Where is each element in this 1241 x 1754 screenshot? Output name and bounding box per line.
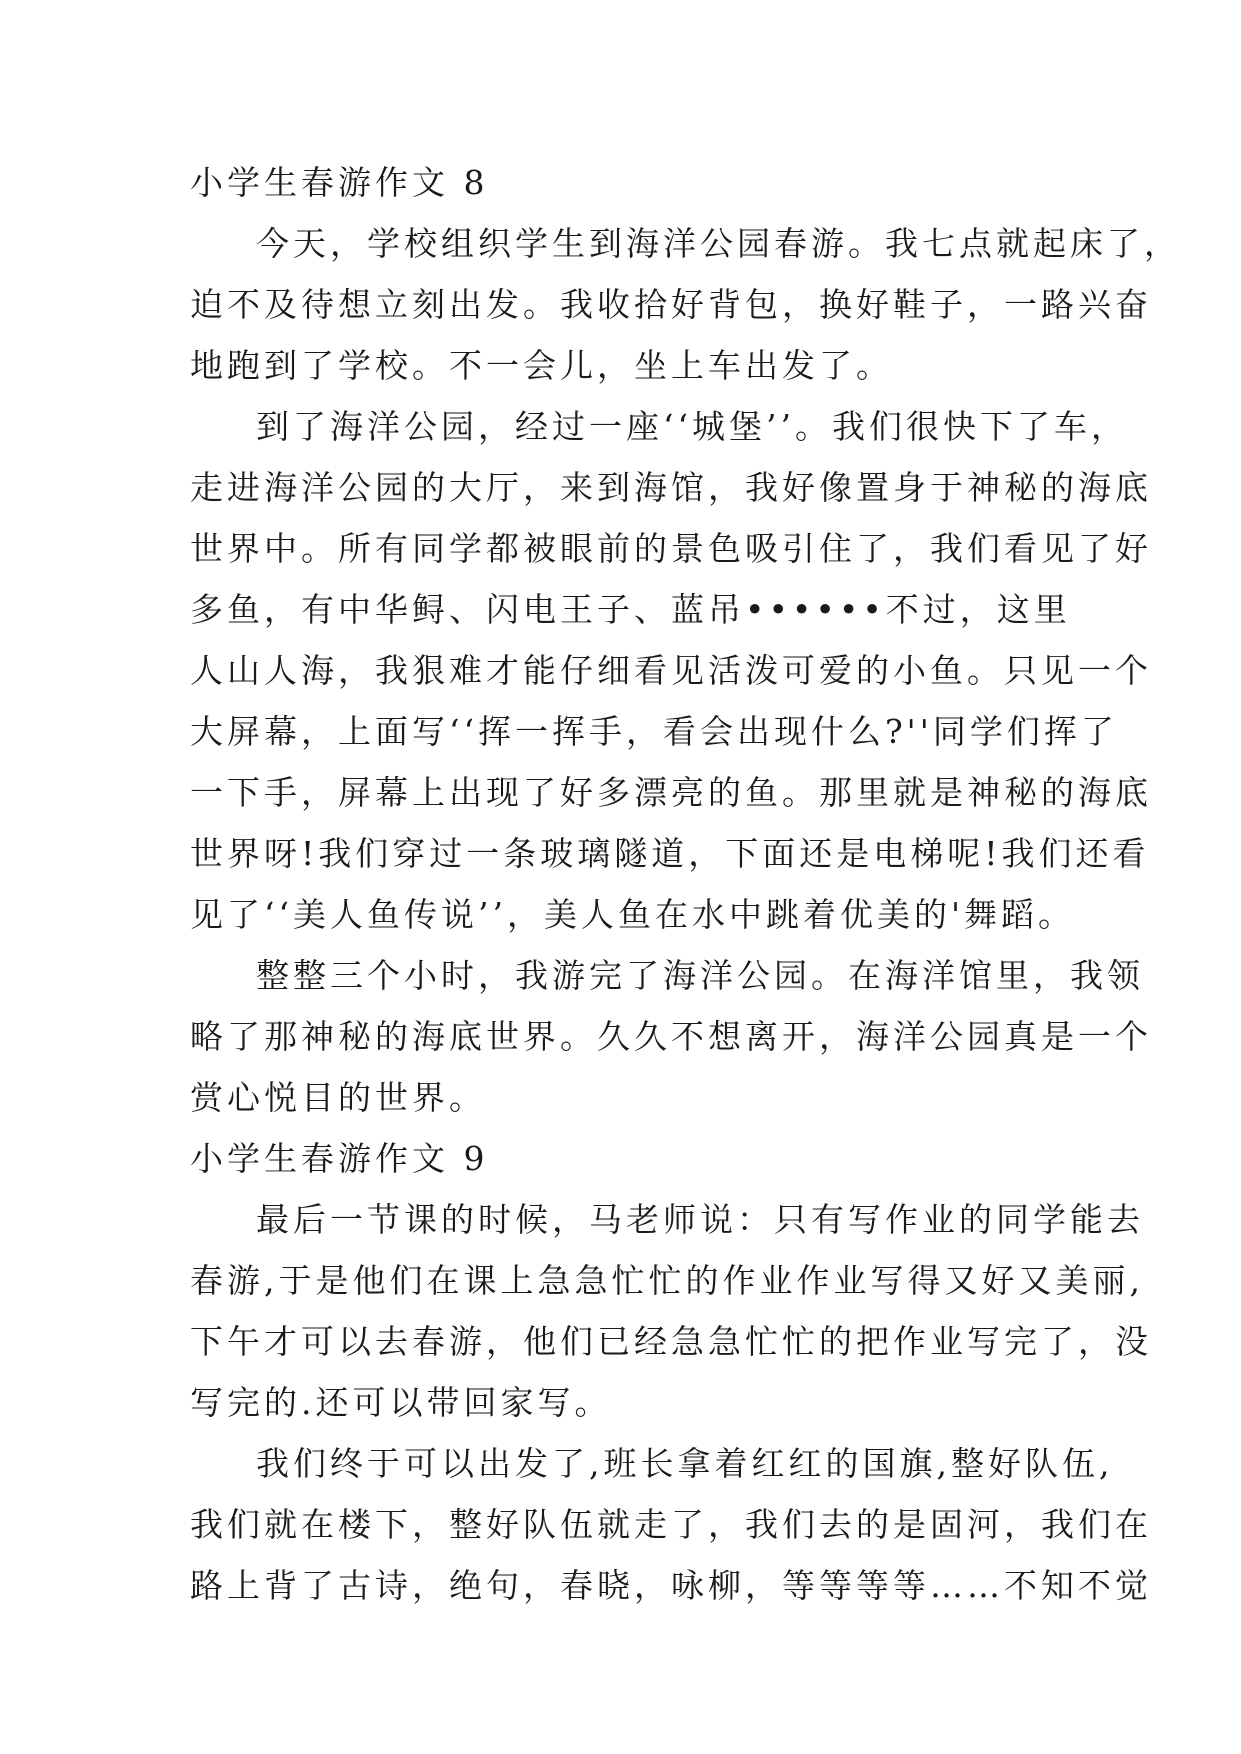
text-line: 一下手，屏幕上出现了好多漂亮的鱼。那里就是神秘的海底 bbox=[190, 773, 1152, 812]
text-line: 我们终于可以出发了,班长拿着红红的国旗,整好队伍, bbox=[256, 1444, 1114, 1483]
text-line: 见了‘‘美人鱼传说’’，美人鱼在水中跳着优美的'舞蹈。 bbox=[190, 895, 1076, 934]
text-line: 世界中。所有同学都被眼前的景色吸引住了，我们看见了好 bbox=[190, 529, 1152, 568]
paragraph bbox=[190, 396, 1152, 945]
text-line: 人山人海，我狠难才能仔细看见活泼可爱的小鱼。只见一个 bbox=[190, 651, 1152, 690]
text-line: 大屏幕，上面写‘‘挥一挥手，看会出现什么?''同学们挥了 bbox=[190, 712, 1118, 751]
text-line: 地跑到了学校。不一会儿，坐上车出发了。 bbox=[190, 346, 893, 385]
text-line: 迫不及待想立刻出发。我收拾好背包，换好鞋子，一路兴奋 bbox=[190, 285, 1152, 324]
text-line: 最后一节课的时候，马老师说：只有写作业的同学能去 bbox=[256, 1200, 1144, 1239]
text-line: 下午才可以去春游，他们已经急急忙忙的把作业写完了，没 bbox=[190, 1322, 1152, 1361]
text-line: 走进海洋公园的大厅，来到海馆，我好像置身于神秘的海底 bbox=[190, 468, 1152, 507]
paragraph bbox=[190, 945, 1152, 1128]
text-line: 整整三个小时，我游完了海洋公园。在海洋馆里，我领 bbox=[256, 956, 1144, 995]
text-line: 今天，学校组织学生到海洋公园春游。我七点就起床了， bbox=[256, 224, 1181, 263]
section-heading: 小学生春游作文 9 bbox=[190, 1139, 489, 1178]
document-body bbox=[190, 152, 1181, 1616]
paragraph bbox=[190, 213, 1181, 396]
text-line: 世界呀!我们穿过一条玻璃隧道，下面还是电梯呢!我们还看 bbox=[190, 834, 1150, 873]
paragraph bbox=[190, 1189, 1152, 1433]
text-line: 春游,于是他们在课上急急忙忙的作业作业写得又好又美丽, bbox=[190, 1261, 1144, 1300]
text-line: 到了海洋公园，经过一座‘‘城堡’’。我们很快下了车， bbox=[256, 407, 1128, 446]
text-line: 赏心悦目的世界。 bbox=[190, 1078, 486, 1117]
text-line: 写完的.还可以带回家写。 bbox=[190, 1383, 612, 1422]
text-line: 多鱼，有中华鲟、闪电王子、蓝吊••••••不过，这里 bbox=[190, 590, 1071, 629]
text-line: 我们就在楼下，整好队伍就走了，我们去的是固河，我们在 bbox=[190, 1505, 1152, 1544]
paragraph bbox=[190, 1433, 1152, 1616]
text-line: 略了那神秘的海底世界。久久不想离开，海洋公园真是一个 bbox=[190, 1017, 1152, 1056]
section-heading: 小学生春游作文 8 bbox=[190, 163, 489, 202]
text-line: 路上背了古诗，绝句，春晓，咏柳，等等等等……不知不觉 bbox=[190, 1566, 1152, 1605]
